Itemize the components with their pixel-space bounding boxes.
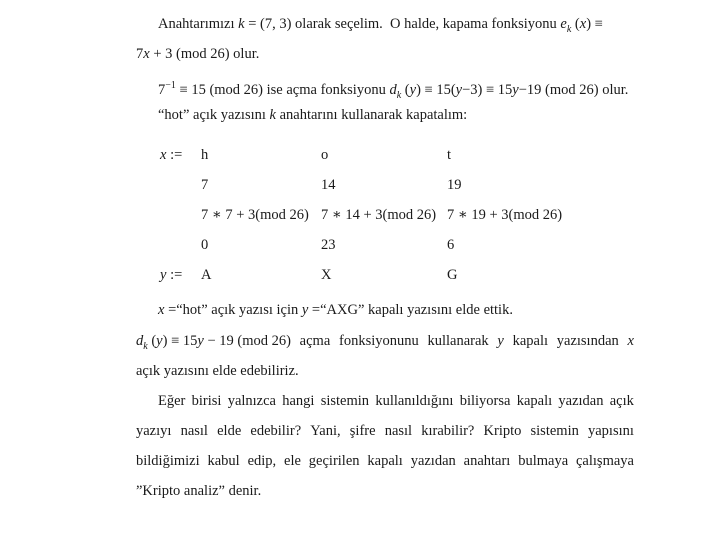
para6-line1: Eğer birisi yalnızca hangi sistemin kullanıldığını biliyorsa kapalı yazıdan açık [158,393,634,409]
para1-line2: 7x + 3 (mod 26) olur. [136,46,260,62]
formula: 7 ∗ 7 + 3(mod 26) [201,207,309,223]
para3: “hot” açık yazısını k anahtarını kullanarak kapatalım: [158,107,468,123]
cipher-char: A [201,267,212,283]
formula: 7 ∗ 19 + 3(mod 26) [447,207,563,223]
para6-line2: yazıyı nasıl elde edebilir? Yani, şifre nasıl kırabilir? Kripto sistemin yapısını [136,423,634,439]
para5-line2: açık yazısını elde edebiliriz. [136,363,299,379]
para1-line1: Anahtarımızı k = (7, 3) olarak seçelim. O halde, kapama fonksiyonu $e_k$ (x) ≡ [158,16,603,35]
formula: 7 ∗ 14 + 3(mod 26) [321,207,437,223]
cipher-char: G [447,267,458,283]
para2: $7^{-1} \equiv 15$ (mod 26) ise açma fonksiyonu $d_k$ (y) ≡ 15(y−3) ≡ 15y−19 (mod 26) olur. [158,80,629,101]
plain-number: 14 [321,177,336,193]
result-number: 23 [321,237,336,253]
plain-number: 19 [447,177,462,193]
result-number: 6 [447,237,455,253]
para6-line4: ”Kripto analiz” denir. [136,483,262,499]
plain-char: o [321,147,329,163]
result-number: 0 [201,237,209,253]
para4: x =“hot” açık yazısı için y =“AXG” kapalı yazısını elde ettik. [158,302,513,318]
para6-line3: bildiğimizi kabul edip, ele geçirilen kapalı yazıdan anahtarı bulmaya çalışmaya [136,453,634,469]
plain-number: 7 [201,177,209,193]
para5-line1: $d_k$ (y) ≡ 15y − 19 (mod 26) açma fonksiyonunu kullanarak y kapalı yazısından x [136,333,634,352]
cipher-char: X [321,267,332,283]
plain-char: t [447,147,452,163]
plain-char: h [201,147,209,163]
x-label: x := [160,147,183,163]
y-label: y := [160,267,183,283]
